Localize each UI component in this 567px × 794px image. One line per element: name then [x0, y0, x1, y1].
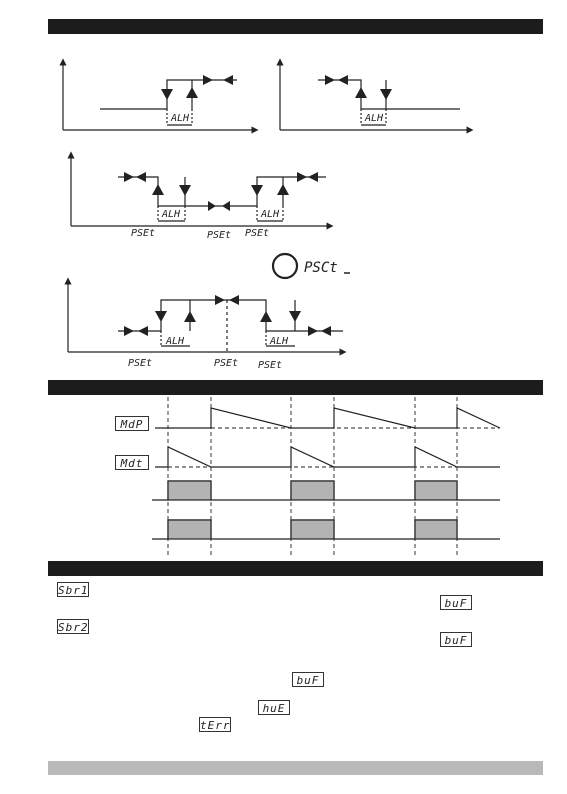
alh-label-d3b: ALH [261, 209, 280, 220]
alh-label-d3a: ALH [162, 209, 181, 220]
mdp-display: MdP [115, 416, 149, 431]
sbr2-display: Sbr2 [58, 621, 89, 634]
hysteresis-diagram-4 [68, 281, 343, 354]
alh-label-d1: ALH [171, 113, 190, 124]
indicator-circle-icon [273, 254, 297, 278]
alh-label-d2: ALH [365, 113, 384, 124]
indicator-label: PSCt [304, 260, 338, 276]
pset-label-d3a: PSEt [131, 228, 156, 239]
buf-display-2: buF [440, 632, 472, 647]
buf-display-3: buF [292, 672, 324, 687]
alh-label-d4a: ALH [166, 336, 185, 347]
alh-label-d4b: ALH [270, 336, 289, 347]
buf-display-1: buF [440, 595, 472, 610]
pset-label-d4b: PSEt [214, 358, 239, 369]
terr-display: tErr [200, 719, 231, 732]
hue-display: huE [258, 700, 290, 715]
hysteresis-diagram-3 [71, 155, 330, 226]
pset-label-d3b: PSEt [207, 230, 232, 241]
pset-label-d4a: PSEt [128, 358, 153, 369]
hysteresis-diagram-1 [63, 62, 255, 130]
sbr1-display: Sbr1 [58, 584, 89, 597]
pset-label-d3c: PSEt [245, 228, 270, 239]
pset-label-d4c: PSEt [258, 360, 283, 371]
mdt-display: Mdt [115, 455, 149, 470]
